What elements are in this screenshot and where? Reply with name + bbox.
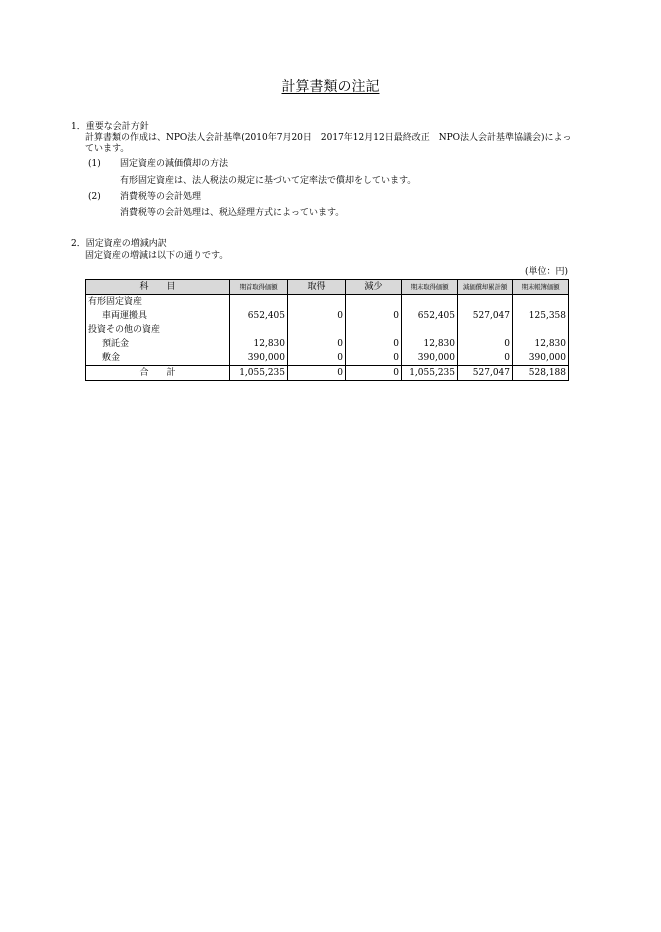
cell: 0 bbox=[346, 351, 402, 366]
header-opening-cost: 期首取得価額 bbox=[230, 280, 288, 295]
row-label: 車両運搬具 bbox=[86, 309, 230, 323]
total-label: 合 計 bbox=[86, 366, 230, 381]
cell bbox=[346, 323, 402, 337]
cell: 390,000 bbox=[230, 351, 288, 366]
item-2-text: 消費税等の会計処理は、税込経理方式によっています。 bbox=[120, 208, 345, 218]
table-row bbox=[86, 323, 569, 337]
header-decrease: 減少 bbox=[346, 280, 402, 295]
header-book-value: 期末帳簿価額 bbox=[513, 280, 569, 295]
cell: 0 bbox=[346, 337, 402, 351]
item-1-heading: 固定資産の減価償却の方法 bbox=[120, 159, 229, 169]
table-header-row bbox=[86, 280, 569, 295]
cell: 12,830 bbox=[230, 337, 288, 351]
table-row bbox=[86, 309, 569, 323]
item-2-number: (2) bbox=[88, 192, 101, 202]
header-accumulated-depreciation: 減価償却累計額 bbox=[458, 280, 513, 295]
cell bbox=[458, 323, 513, 337]
row-label: 敷金 bbox=[86, 351, 230, 366]
cell: 0 bbox=[458, 351, 513, 366]
cell: 125,358 bbox=[513, 309, 569, 323]
cell bbox=[288, 323, 346, 337]
total-cell: 527,047 bbox=[458, 366, 513, 381]
section-1-body: 計算書類の作成は、NPO法人会計基準(2010年7月20日 2017年12月12日最終改正 NPO法人会計基準協議会)によっています。 bbox=[85, 133, 572, 154]
table-row bbox=[86, 337, 569, 351]
total-cell: 1,055,235 bbox=[230, 366, 288, 381]
cell bbox=[402, 323, 458, 337]
row-label: 投資その他の資産 bbox=[86, 323, 230, 337]
header-account: 科 目 bbox=[86, 280, 230, 295]
cell: 12,830 bbox=[402, 337, 458, 351]
cell: 0 bbox=[288, 351, 346, 366]
total-cell: 1,055,235 bbox=[402, 366, 458, 381]
cell: 0 bbox=[288, 337, 346, 351]
cell: 652,405 bbox=[402, 309, 458, 323]
cell: 390,000 bbox=[402, 351, 458, 366]
header-closing-cost: 期末取得価額 bbox=[402, 280, 458, 295]
total-cell: 0 bbox=[346, 366, 402, 381]
page-title: 計算書類の注記 bbox=[281, 79, 380, 95]
unit-label: (単位：円) bbox=[524, 267, 568, 277]
cell: 390,000 bbox=[513, 351, 569, 366]
item-2-heading: 消費税等の会計処理 bbox=[120, 192, 202, 202]
row-label: 預託金 bbox=[86, 337, 230, 351]
cell: 527,047 bbox=[458, 309, 513, 323]
header-acquisition: 取得 bbox=[288, 280, 346, 295]
table-row bbox=[86, 295, 569, 310]
cell bbox=[230, 295, 288, 310]
cell bbox=[230, 323, 288, 337]
cell bbox=[458, 295, 513, 310]
total-row bbox=[86, 366, 569, 381]
cell: 0 bbox=[288, 309, 346, 323]
cell bbox=[402, 295, 458, 310]
cell bbox=[513, 295, 569, 310]
table-row bbox=[86, 351, 569, 366]
section-1-heading: 1．重要な会計方針 bbox=[71, 122, 149, 132]
cell: 0 bbox=[458, 337, 513, 351]
section-2-body: 固定資産の増減は以下の通りです。 bbox=[85, 251, 229, 261]
cell bbox=[288, 295, 346, 310]
item-1-number: (1) bbox=[88, 159, 101, 169]
cell bbox=[513, 323, 569, 337]
cell bbox=[346, 295, 402, 310]
total-cell: 528,188 bbox=[513, 366, 569, 381]
cell: 652,405 bbox=[230, 309, 288, 323]
cell: 0 bbox=[346, 309, 402, 323]
total-cell: 0 bbox=[288, 366, 346, 381]
row-label: 有形固定資産 bbox=[86, 295, 230, 310]
cell: 12,830 bbox=[513, 337, 569, 351]
section-2-heading: 2．固定資産の増減内訳 bbox=[71, 239, 167, 249]
fixed-assets-table bbox=[85, 279, 569, 381]
item-1-text: 有形固定資産は、法人税法の規定に基づいて定率法で償却をしています。 bbox=[120, 176, 417, 186]
